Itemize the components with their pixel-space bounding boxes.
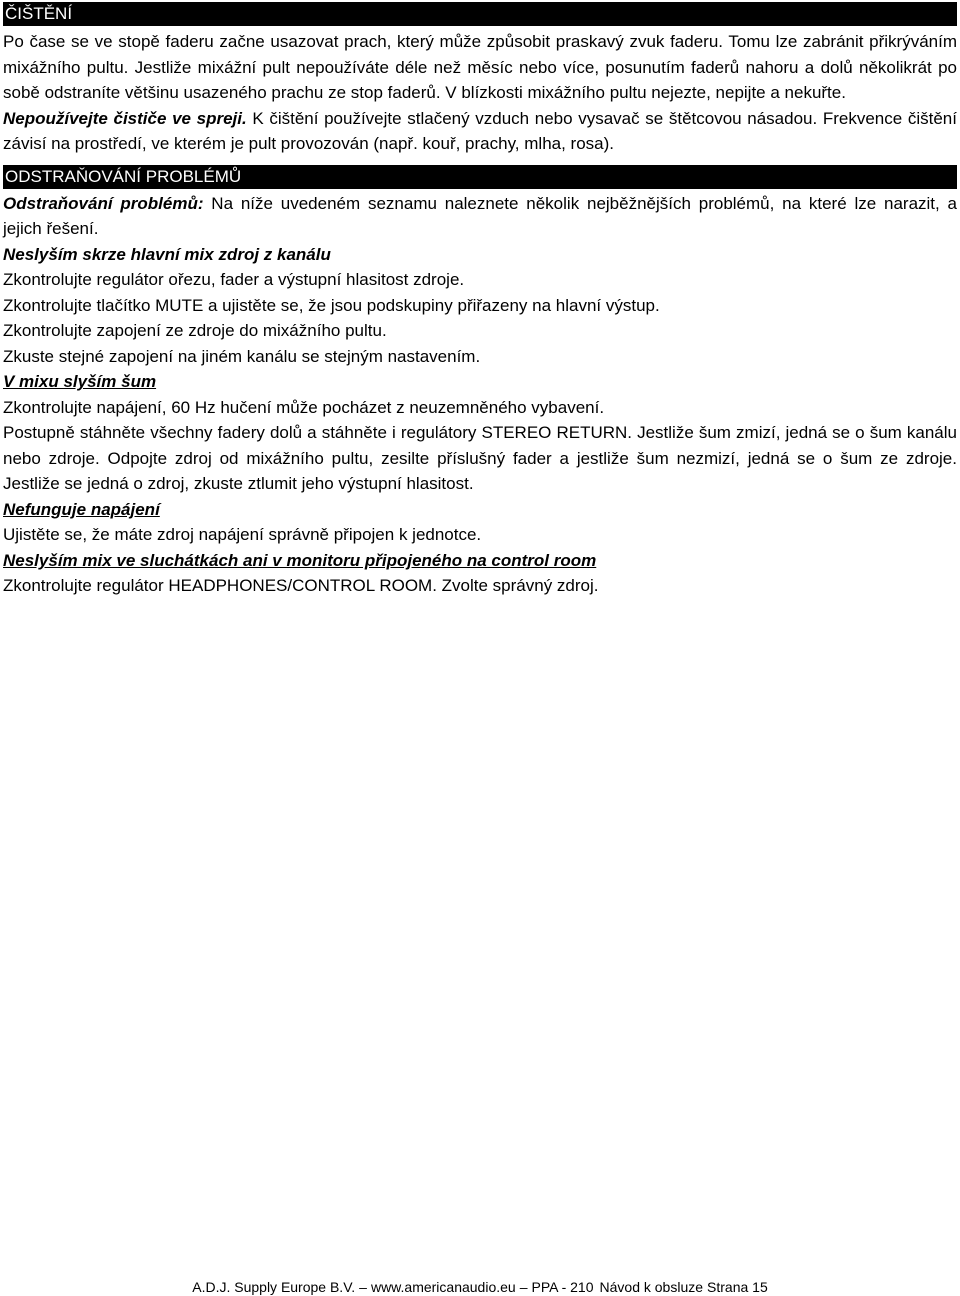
footer-manual: Návod k obsluze — [599, 1279, 704, 1295]
footer-page-number: Strana 15 — [707, 1279, 768, 1295]
problem-line: Zkontrolujte regulátor HEADPHONES/CONTROL ROOM. Zvolte správný zdroj. — [3, 576, 599, 596]
problem-paragraph: Postupně stáhněte všechny fadery dolů a stáhněte i regulátory STEREO RETURN. Jestliže šum zmizí, jedná se o šum kanálu nebo zdroje. Odpojte zdroj od mixážního pultu, zesilte příslušný fader a jestliže šum nezmizí, jedná se o šum ze zdroje. Jestliže se jedná o zdroj, zkuste ztlumit jeho výstupní hlasitost. — [3, 423, 957, 494]
problem-line: Ujistěte se, že máte zdroj napájení správně připojen k jednotce. — [3, 525, 482, 545]
section-title-troubleshooting: ODSTRAŇOVÁNÍ PROBLÉMŮ — [3, 165, 957, 189]
problem-heading-text: Neslyším mix ve sluchátkách ani v monitoru připojeného na control room — [3, 550, 597, 570]
problem-heading — [3, 497, 957, 523]
cleaning-warning: Nepoužívejte čističe ve spreji. — [3, 108, 247, 128]
problem-heading — [3, 369, 957, 395]
troubleshooting-intro-label: Odstraňování problémů: — [3, 193, 204, 213]
problem-heading-text: Neslyším skrze hlavní mix zdroj z kanálu — [3, 244, 331, 264]
section-title-cleaning: ČIŠTĚNÍ — [3, 2, 957, 26]
footer-model: PPA - 210 — [531, 1279, 594, 1295]
footer-website: www.americanaudio.eu — [370, 1279, 516, 1295]
problem-heading — [3, 548, 957, 574]
problem-line: Zkontrolujte tlačítko MUTE a ujistěte se, že jsou podskupiny přiřazeny na hlavní výstup. — [3, 295, 660, 315]
troubleshooting-intro-text: Na níže uvedeném seznamu naleznete několik nejběžnějších problémů, na které lze narazit, a jejich řešení. — [3, 193, 957, 239]
problem-line: Zkontrolujte regulátor ořezu, fader a výstupní hlasitost zdroje. — [3, 270, 465, 290]
problem-line: Zkontrolujte zapojení ze zdroje do mixážního pultu. — [3, 321, 387, 341]
problem-heading — [3, 242, 957, 268]
cleaning-paragraph-2-text: K čištění používejte stlačený vzduch nebo vysavač se štětcovou násadou. Frekvence čištění závisí na prostředí, ve kterém je pult provozován (např. kouř, prachy, mlha, rosa). — [3, 108, 957, 154]
problem-heading-text: Nefunguje napájení — [3, 499, 160, 519]
problem-line: Zkuste stejné zapojení na jiném kanálu se stejným nastavením. — [3, 346, 481, 366]
troubleshooting-intro — [3, 191, 957, 242]
footer-company: A.D.J. Supply Europe B.V. — [192, 1279, 356, 1295]
cleaning-paragraph-2 — [3, 106, 957, 157]
footer-separator: – — [519, 1279, 528, 1295]
page-footer — [0, 1278, 960, 1296]
footer-separator: – — [359, 1279, 367, 1295]
problem-line: Zkontrolujte napájení, 60 Hz hučení může pocházet z neuzemněného vybavení. — [3, 397, 605, 417]
problem-heading-text: V mixu slyším šum — [3, 372, 157, 392]
document-page — [3, 2, 957, 599]
cleaning-paragraph-1: Po čase se ve stopě faderu začne usazovat prach, který může způsobit praskavý zvuk faderu. Tomu lze zabránit přikrýváním mixážního pultu. Jestliže mixážní pult nepoužíváte déle než měsíc nebo více, posunutím faderů nahoru a dolů několikrát po sobě odstraníte většinu usazeného prachu ze stop faderů. V blízkosti mixážního pultu nejezte, nepijte a nekuřte. — [3, 32, 957, 103]
